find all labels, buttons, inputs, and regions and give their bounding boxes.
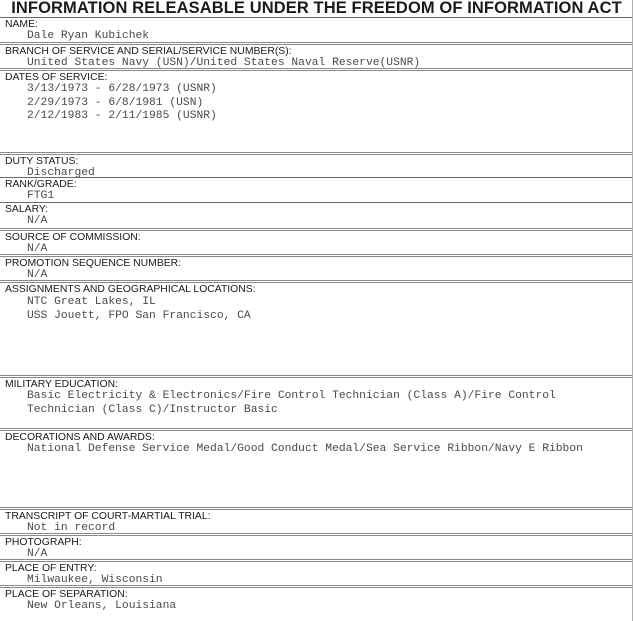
field-values — [27, 215, 627, 229]
field-value: United States Navy (USN)/United States Naval Reserve(USNR) — [27, 57, 421, 69]
document-title: INFORMATION RELEASABLE UNDER THE FREEDOM OF INFORMATION ACT — [11, 0, 622, 17]
field-values — [27, 296, 627, 323]
field-value: 2/12/1983 - 2/11/1985 (USNR) — [27, 110, 217, 122]
field-military-education — [0, 375, 633, 428]
field-label: PHOTOGRAPH: — [5, 537, 82, 548]
field-label: RANK/GRADE: — [5, 179, 77, 190]
field-label: SALARY: — [5, 204, 49, 215]
field-value: USS Jouett, FPO San Francisco, CA — [27, 309, 251, 322]
field-values — [27, 443, 617, 457]
field-label: DUTY STATUS: — [5, 156, 79, 167]
field-label: MILITARY EDUCATION: — [5, 379, 118, 390]
field-value: New Orleans, Louisiana — [27, 600, 177, 612]
field-promotion-sequence-number — [0, 254, 633, 280]
field-value: N/A — [27, 215, 48, 227]
field-values — [27, 600, 627, 614]
field-value: National Defense Service Medal/Good Conduct Medal/Sea Service Ribbon/Navy E Ribbon — [27, 443, 583, 455]
field-label: PLACE OF SEPARATION: — [5, 589, 128, 600]
field-value: Basic Electricity & Electronics/Fire Control Technician (Class A)/Fire Control Technician (Class C)/Instructor Basic — [27, 390, 556, 416]
field-value: Not in record — [27, 522, 116, 534]
field-label: PROMOTION SEQUENCE NUMBER: — [5, 258, 182, 269]
field-label: TRANSCRIPT OF COURT-MARTIAL TRIAL: — [5, 511, 211, 522]
field-duty-status — [0, 152, 633, 177]
field-label: DATES OF SERVICE: — [5, 72, 108, 83]
field-value: N/A — [27, 243, 48, 255]
field-value: Milwaukee, Wisconsin — [27, 574, 163, 586]
field-value: N/A — [27, 548, 48, 560]
field-rank-grade — [0, 177, 633, 202]
field-assignments-and-locations — [0, 280, 633, 375]
field-court-martial-transcript — [0, 507, 633, 533]
field-value: Discharged — [27, 167, 95, 179]
field-value: NTC Great Lakes, IL — [27, 296, 156, 308]
field-label: SOURCE OF COMMISSION: — [5, 232, 141, 243]
field-decorations-and-awards — [0, 428, 633, 507]
field-value: Dale Ryan Kubichek — [27, 30, 150, 42]
field-value: N/A — [27, 269, 48, 281]
field-value: FTG1 — [27, 190, 55, 202]
field-values — [27, 390, 622, 417]
field-branch-of-service — [0, 42, 633, 68]
field-label: PLACE OF ENTRY: — [5, 563, 97, 574]
field-value: 3/13/1973 - 6/28/1973 (USNR) — [27, 83, 217, 95]
field-label: BRANCH OF SERVICE AND SERIAL/SERVICE NUMBER(S): — [5, 46, 292, 57]
field-values — [27, 83, 627, 124]
field-dates-of-service — [0, 68, 633, 152]
field-photograph — [0, 533, 633, 559]
field-salary — [0, 202, 633, 228]
field-label: NAME: — [5, 19, 38, 30]
field-label: DECORATIONS AND AWARDS: — [5, 432, 155, 443]
field-place-of-separation — [0, 585, 633, 621]
field-label: ASSIGNMENTS AND GEOGRAPHICAL LOCATIONS: — [5, 284, 256, 295]
field-source-of-commission — [0, 228, 633, 254]
field-value: 2/29/1973 - 6/8/1981 (USN) — [27, 96, 204, 109]
field-name — [0, 17, 633, 42]
field-place-of-entry — [0, 559, 633, 585]
